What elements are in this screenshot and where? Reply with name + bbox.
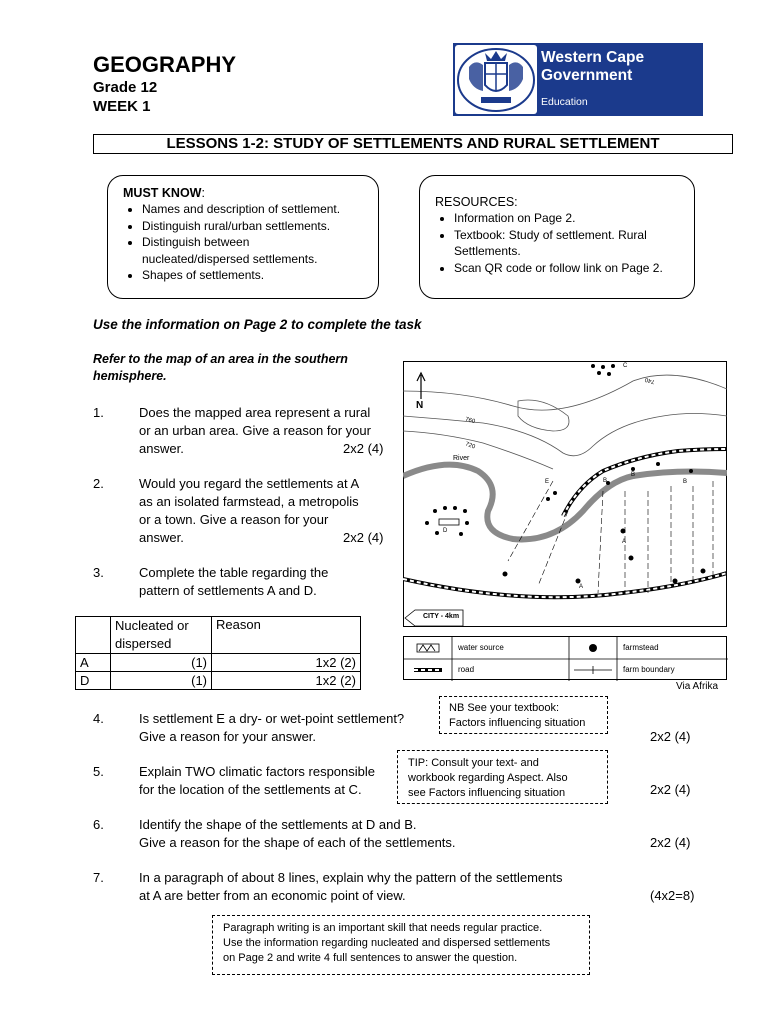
list-item: • Distinguish between nucleated/dispersed settlements. xyxy=(142,234,370,267)
table-row: D (1) 1x2 (2) xyxy=(76,672,361,690)
legend-road: road xyxy=(458,665,475,674)
river-label: River xyxy=(453,455,470,462)
document-title: GEOGRAPHY xyxy=(93,52,237,77)
table-row xyxy=(76,617,361,654)
question-mark: (4x2=8) xyxy=(650,888,695,903)
map-label-b: B xyxy=(603,478,608,484)
contour-label: 740 xyxy=(644,375,656,385)
question-mark: 2x2 (4) xyxy=(650,782,691,797)
week-label: WEEK 1 xyxy=(93,98,151,115)
map-label-a: A xyxy=(579,584,584,590)
list-item: • Scan QR code or follow link on Page 2. xyxy=(454,260,686,277)
contour-label: 720 xyxy=(464,441,476,451)
resources-box xyxy=(419,175,695,299)
question-5: 5. Explain TWO climatic factors responsible for the location of the settlements at C. 2x2 (4) xyxy=(93,764,691,797)
north-label: N xyxy=(416,400,424,411)
map-label-c: C xyxy=(623,363,628,369)
question-1: 1. Does the mapped area represent a rural or an urban area. Give a reason for your answer. 2x2 (4) xyxy=(93,405,384,456)
wcg-logo xyxy=(453,43,703,116)
lesson-title: LESSONS 1-2: STUDY OF SETTLEMENTS AND RURAL SETTLEMENT xyxy=(93,134,733,154)
table-row: A (1) 1x2 (2) xyxy=(76,654,361,672)
question-6: 6. Identify the shape of the settlements at D and B. Give a reason for the shape of each of the settlements. 2x2 (4) xyxy=(93,817,691,850)
question-3: 3. Complete the table regarding the pattern of settlements A and D. xyxy=(93,565,329,598)
map-label-e: E xyxy=(545,479,550,485)
list-item: • Distinguish rural/urban settlements. xyxy=(142,218,370,235)
tip-note: TIP: Consult your text- and workbook regarding Aspect. Also see Factors influencing situation xyxy=(397,750,608,804)
table-header: Nucleated or dispersed xyxy=(111,617,212,654)
map-label-b: B xyxy=(683,479,688,485)
logo-department: Education xyxy=(541,96,588,108)
map-legend xyxy=(403,636,727,680)
settlement-table xyxy=(75,616,361,690)
map-label-a: A xyxy=(622,539,627,545)
resources-heading: RESOURCES: xyxy=(435,195,518,209)
map-label-b: B xyxy=(631,472,636,478)
question-7: 7. In a paragraph of about 8 lines, explain why the pattern of the settlements at A are better from an economic point of view. (4x2=8) xyxy=(93,870,695,903)
must-know-heading: MUST KNOW: xyxy=(123,186,205,200)
contour-label: 760 xyxy=(464,416,476,426)
legend-water-source: water source xyxy=(458,643,504,652)
legend-farm-boundary: farm boundary xyxy=(623,665,675,674)
city-sign: CITY - 4km xyxy=(423,613,460,620)
coat-of-arms-icon xyxy=(455,45,537,114)
topographic-map xyxy=(403,361,727,627)
question-mark: 2x2 (4) xyxy=(650,835,691,850)
question-4: 4. Is settlement E a dry- or wet-point settlement? Give a reason for your answer. 2x2 (4) xyxy=(93,711,691,744)
logo-name: Western Cape Government xyxy=(541,49,645,84)
must-know-box xyxy=(107,175,379,299)
paragraph-note: Paragraph writing is an important skill that needs regular practice. Use the information regarding nucleated and dispersed settlements on Page 2 and write 4 full sentences to answer the question. xyxy=(212,915,590,975)
grade-label: Grade 12 xyxy=(93,79,158,96)
map-instruction: Refer to the map of an area in the southern hemisphere. xyxy=(93,352,348,383)
list-item: • Shapes of settlements. xyxy=(142,267,370,284)
legend-farmstead: farmstead xyxy=(623,643,659,652)
list-item: • Names and description of settlement. xyxy=(142,201,370,218)
map-label-d: D xyxy=(443,528,448,534)
list-item: • Textbook: Study of settlement. Rural Settlements. xyxy=(454,227,686,260)
list-item: • Information on Page 2. xyxy=(454,210,686,227)
question-mark: 2x2 (4) xyxy=(650,729,691,744)
map-credit: Via Afrika xyxy=(676,681,719,692)
question-2: 2. Would you regard the settlements at A as an isolated farmstead, a metropolis or a town. Give a reason for your answer. 2x2 (4) xyxy=(93,476,384,545)
nb-note: NB See your textbook: Factors influencing situation xyxy=(439,696,608,734)
table-header: Reason xyxy=(212,617,361,654)
task-instruction: Use the information on Page 2 to complete the task xyxy=(93,317,422,332)
question-mark: 2x2 (4) xyxy=(343,530,384,545)
question-mark: 2x2 (4) xyxy=(343,441,384,456)
